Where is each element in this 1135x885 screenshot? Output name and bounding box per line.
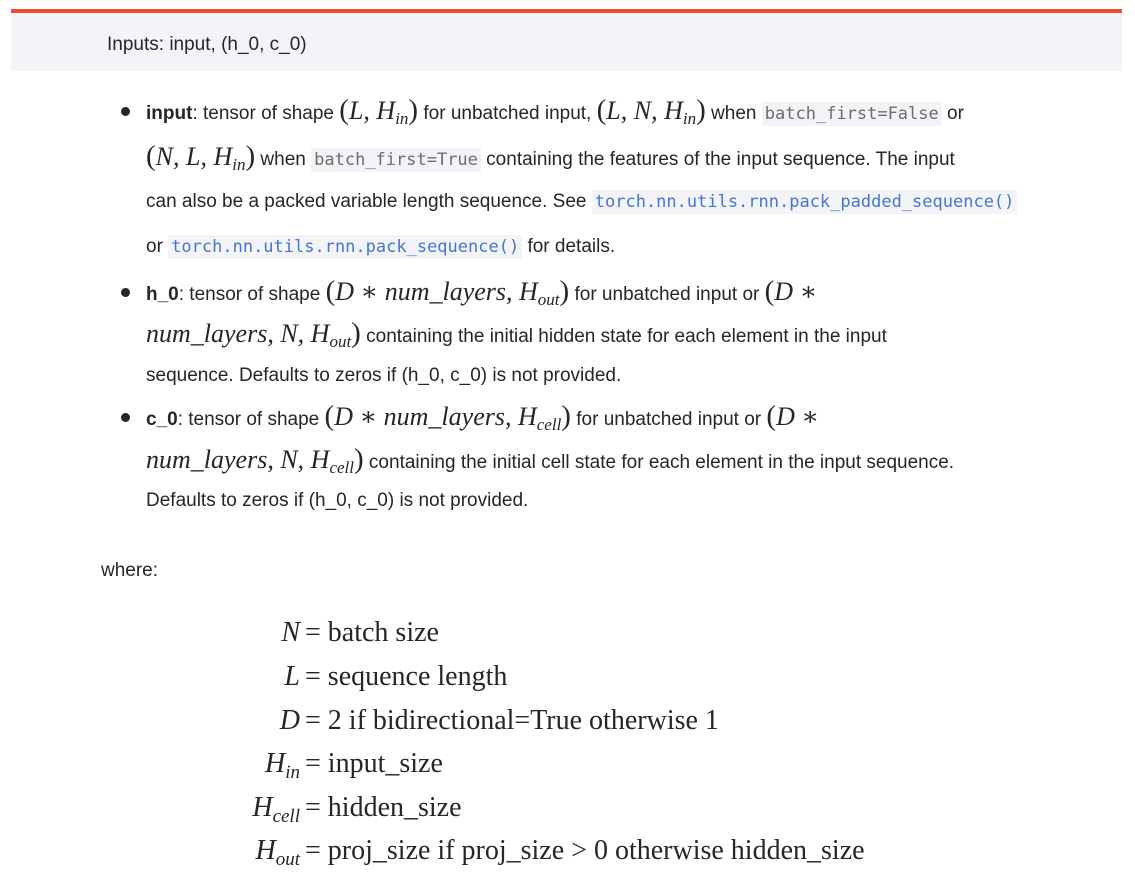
param-name-h0: h_0: [146, 284, 179, 305]
math-shape: (D ∗ num_layers, $H_{out}$): [325, 275, 570, 309]
math-shape: (N, L, $H_{in}$): [146, 140, 256, 174]
h0-line-2: num_layers, N, $H_{out}$) containing the initial hidden state for each element in the input: [146, 317, 887, 351]
input-line-2: (N, L, $H_{in}$) when batch_first=True containing the features of the input sequence. The input: [146, 140, 955, 174]
math-shape: (L, $H_{in}$): [339, 94, 419, 128]
equation-row: D: [279, 705, 300, 736]
math-shape: num_layers, N, $H_{cell}$): [146, 443, 364, 477]
equation-rhs: = hidden_size: [305, 792, 462, 823]
param-name-c0: c_0: [146, 409, 178, 430]
equation-rhs: = proj_size if proj_size > 0 otherwise hidden_size: [305, 835, 865, 866]
equation-row: $H_{out}$: [255, 835, 300, 870]
param-name-input: input: [146, 103, 193, 124]
c0-line-1: c_0: tensor of shape (D ∗ num_layers, $H_{cell}$) for unbatched input or (D ∗: [146, 400, 820, 434]
link-pack-padded-sequence[interactable]: torch.nn.utils.rnn.pack_padded_sequence(): [592, 190, 1018, 214]
math-shape: (D ∗ num_layers, $H_{cell}$): [324, 400, 571, 434]
input-line-1: input: tensor of shape (L, $H_{in}$) for unbatched input, (L, N, $H_{in}$) when batch_first=False or: [146, 94, 964, 128]
equation-rhs: = batch size: [305, 617, 439, 648]
math-shape: num_layers, N, $H_{out}$): [146, 317, 361, 351]
equation-row: $H_{cell}$: [252, 792, 300, 827]
bullet-input: [121, 107, 130, 116]
equation-rhs: = sequence length: [305, 661, 508, 692]
c0-line-3: Defaults to zeros if (h_0, c_0) is not provided.: [146, 490, 529, 511]
equation-row: $H_{in}$: [264, 748, 300, 783]
equation-row: N: [281, 617, 300, 648]
inline-code: batch_first=False: [762, 102, 942, 126]
math-shape: (D ∗: [764, 275, 818, 307]
h0-line-3: sequence. Defaults to zeros if (h_0, c_0) is not provided.: [146, 365, 622, 386]
link-pack-sequence[interactable]: torch.nn.utils.rnn.pack_sequence(): [168, 235, 522, 259]
c0-line-2: num_layers, N, $H_{cell}$) containing the initial cell state for each element in the input sequence.: [146, 443, 955, 477]
bullet-c0: [121, 413, 130, 422]
h0-line-1: h_0: tensor of shape (D ∗ num_layers, $H_{out}$) for unbatched input or (D ∗: [146, 275, 818, 309]
input-line-3: can also be a packed variable length sequence. See torch.nn.utils.rnn.pack_padded_sequence(): [146, 189, 1017, 215]
input-line-4: or torch.nn.utils.rnn.pack_sequence() for details.: [146, 236, 616, 257]
equation-row: L: [284, 661, 300, 692]
inline-code: batch_first=True: [311, 148, 481, 172]
section-header-title: Inputs: input, (h_0, c_0): [107, 34, 307, 55]
where-label: where:: [101, 560, 159, 581]
math-shape: (L, N, $H_{in}$): [596, 94, 706, 128]
equation-rhs: = 2 if bidirectional=True otherwise 1: [305, 705, 719, 736]
equation-rhs: = input_size: [305, 748, 443, 779]
math-shape: (D ∗: [766, 400, 820, 432]
section-header: [11, 13, 1122, 71]
bullet-h0: [121, 288, 130, 297]
